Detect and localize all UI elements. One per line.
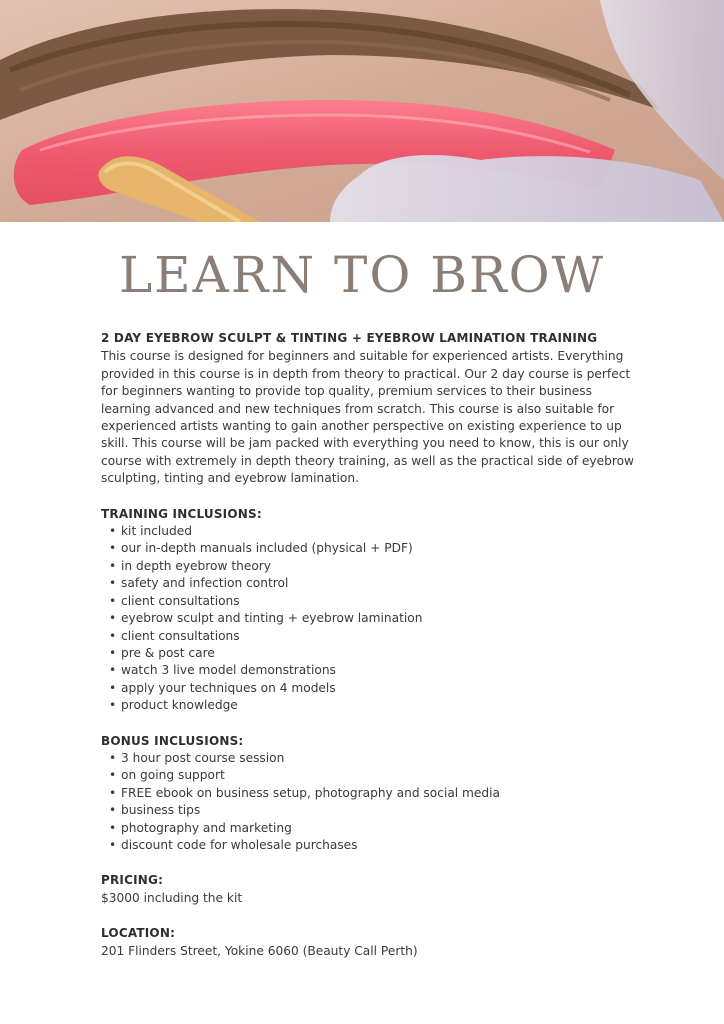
list-item: • product knowledge bbox=[109, 697, 641, 714]
list-item: • FREE ebook on business setup, photography and social media bbox=[109, 785, 641, 802]
list-item: • apply your techniques on 4 models bbox=[109, 680, 641, 697]
list-item: • photography and marketing bbox=[109, 820, 641, 837]
location-value: 201 Flinders Street, Yokine 6060 (Beauty Call Perth) bbox=[101, 943, 418, 958]
training-inclusions-list bbox=[101, 523, 641, 714]
list-item: • our in-depth manuals included (physical + PDF) bbox=[109, 540, 641, 557]
list-item: • kit included bbox=[109, 523, 641, 540]
list-item: • watch 3 live model demonstrations bbox=[109, 662, 641, 679]
bonus-inclusions-list bbox=[101, 750, 641, 854]
training-inclusions-section bbox=[101, 506, 641, 715]
list-item: • safety and infection control bbox=[109, 575, 641, 592]
course-description: This course is designed for beginners and suitable for experienced artists. Everything provided in this course is in depth from theory to practical. Our 2 day course is perfect for beginners wanting to provide top quality, premium services to their business learning advanced and new techniques from scratch. This course is also suitable for experienced artists wanting to gain another perspective on existing experience to up skill. This course will be jam packed with everything you need to know, this is our only course with extremely in depth theory training, as well as the practical side of eyebrow sculpting, tinting and eyebrow lamination. bbox=[101, 349, 635, 486]
bonus-inclusions-section bbox=[101, 733, 641, 855]
course-details bbox=[101, 330, 641, 960]
pricing-section bbox=[101, 872, 641, 907]
list-item: • client consultations bbox=[109, 628, 641, 645]
list-item: • on going support bbox=[109, 767, 641, 784]
eyebrow-wax-illustration bbox=[0, 0, 724, 222]
location-heading: LOCATION: bbox=[101, 926, 176, 941]
pricing-value: $3000 including the kit bbox=[101, 890, 243, 905]
bonus-inclusions-heading: BONUS INCLUSIONS: bbox=[101, 733, 244, 748]
list-item: • client consultations bbox=[109, 593, 641, 610]
list-item: • pre & post care bbox=[109, 645, 641, 662]
hero-image bbox=[0, 0, 724, 222]
location-section bbox=[101, 925, 641, 960]
list-item: • discount code for wholesale purchases bbox=[109, 837, 641, 854]
list-item: • 3 hour post course session bbox=[109, 750, 641, 767]
pricing-heading: PRICING: bbox=[101, 873, 164, 888]
list-item: • in depth eyebrow theory bbox=[109, 558, 641, 575]
page-title: LEARN TO BROW bbox=[118, 246, 606, 304]
training-inclusions-heading: TRAINING INCLUSIONS: bbox=[101, 506, 262, 521]
list-item: • eyebrow sculpt and tinting + eyebrow lamination bbox=[109, 610, 641, 627]
course-heading: 2 DAY EYEBROW SCULPT & TINTING + EYEBROW LAMINATION TRAINING bbox=[101, 331, 598, 345]
list-item: • business tips bbox=[109, 802, 641, 819]
